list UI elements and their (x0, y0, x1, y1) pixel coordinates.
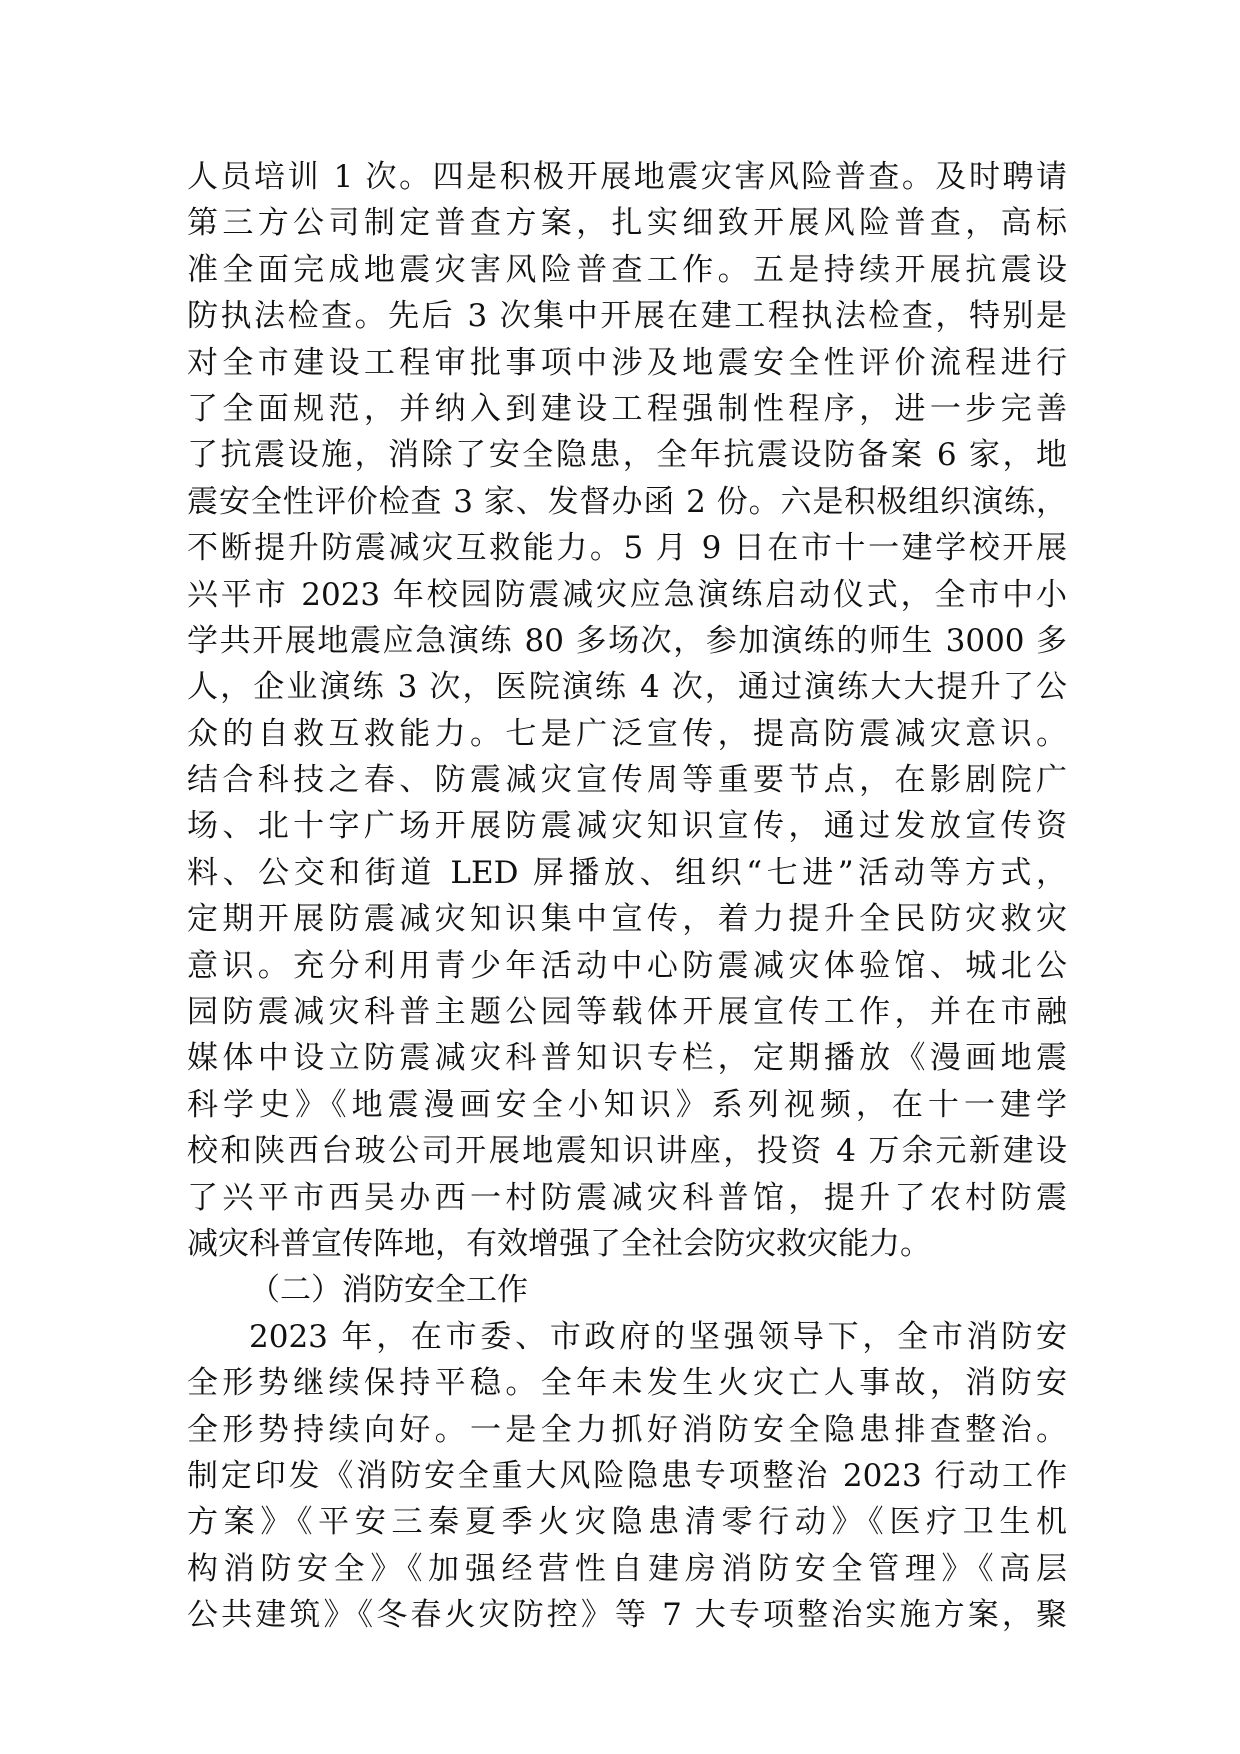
text-line: 众的自救互救能力。七是广泛宣传，提高防震减灾意识。 (187, 715, 1067, 752)
text-line: 了全面规范，并纳入到建设工程强制性程序，进一步完善 (187, 390, 1067, 427)
text-line: 定期开展防震减灾知识集中宣传，着力提升全民防灾救灾 (187, 901, 1067, 938)
text-line: 防执法检查。先后 3 次集中开展在建工程执法检查，特别是 (187, 298, 1067, 335)
text-line: 人员培训 1 次。四是积极开展地震灾害风险普查。及时聘请 (187, 159, 1067, 195)
text-line: 兴平市 2023 年校园防震减灾应急演练启动仪式，全市中小 (187, 576, 1067, 613)
text-line: 人，企业演练 3 次，医院演练 4 次，通过演练大大提升了公 (187, 669, 1067, 706)
paragraph-fire-safety (187, 1314, 1067, 1639)
text-line: 媒体中设立防震减灾科普知识专栏，定期播放《漫画地震 (187, 1040, 1067, 1077)
text-line: 准全面完成地震灾害风险普查工作。五是持续开展抗震设 (187, 251, 1067, 288)
text-line: 全形势继续保持平稳。全年未发生火灾亡人事故，消防安 (187, 1365, 1067, 1402)
text-line: 减灾科普宣传阵地，有效增强了全社会防灾救灾能力。 (187, 1225, 931, 1262)
document-body (187, 154, 1067, 1639)
text-line: 不断提升防震减灾互救能力。5 月 9 日在市十一建学校开展 (187, 530, 1067, 567)
text-line: 学共开展地震应急演练 80 多场次，参加演练的师生 3000 多 (187, 622, 1067, 659)
text-line: 了兴平市西吴办西一村防震减灾科普馆，提升了农村防震 (187, 1179, 1067, 1216)
text-line: 全形势持续向好。一是全力抓好消防安全隐患排查整治。 (187, 1411, 1067, 1448)
text-line: 构消防安全》《加强经营性自建房消防安全管理》《高层 (187, 1550, 1067, 1587)
section-heading: （二）消防安全工作 (249, 1272, 528, 1309)
text-line: 结合科技之春、防震减灾宣传周等重要节点，在影剧院广 (187, 762, 1067, 799)
text-line: 科学史》《地震漫画安全小知识》系列视频，在十一建学 (187, 1086, 1067, 1123)
text-line: 园防震减灾科普主题公园等载体开展宣传工作，并在市融 (187, 994, 1067, 1031)
paragraph-earthquake-prevention (187, 154, 1067, 1267)
text-line: 2023 年，在市委、市政府的坚强领导下，全市消防安 (249, 1318, 1067, 1355)
text-line: 方案》《平安三秦夏季火灾隐患清零行动》《医疗卫生机 (187, 1504, 1067, 1541)
text-line: 意识。充分利用青少年活动中心防震减灾体验馆、城北公 (187, 947, 1067, 984)
text-line: 第三方公司制定普查方案，扎实细致开展风险普查，高标 (187, 205, 1067, 242)
text-line: 对全市建设工程审批事项中涉及地震安全性评价流程进行 (187, 344, 1067, 381)
text-line: 校和陕西台玻公司开展地震知识讲座，投资 4 万余元新建设 (187, 1133, 1067, 1170)
text-line: 了抗震设施，消除了安全隐患，全年抗震设防备案 6 家，地 (187, 437, 1067, 474)
text-line: 震安全性评价检查 3 家、发督办函 2 份。六是积极组织演练， (187, 483, 1067, 520)
text-line: 场、北十字广场开展防震减灾知识宣传，通过发放宣传资 (187, 808, 1067, 845)
text-line: 公共建筑》《冬春火灾防控》等 7 大专项整治实施方案，聚 (187, 1597, 1067, 1634)
text-line: 料、公交和街道 LED 屏播放、组织“七进”活动等方式， (187, 854, 1067, 891)
text-line: 制定印发《消防安全重大风险隐患专项整治 2023 行动工作 (187, 1457, 1067, 1494)
